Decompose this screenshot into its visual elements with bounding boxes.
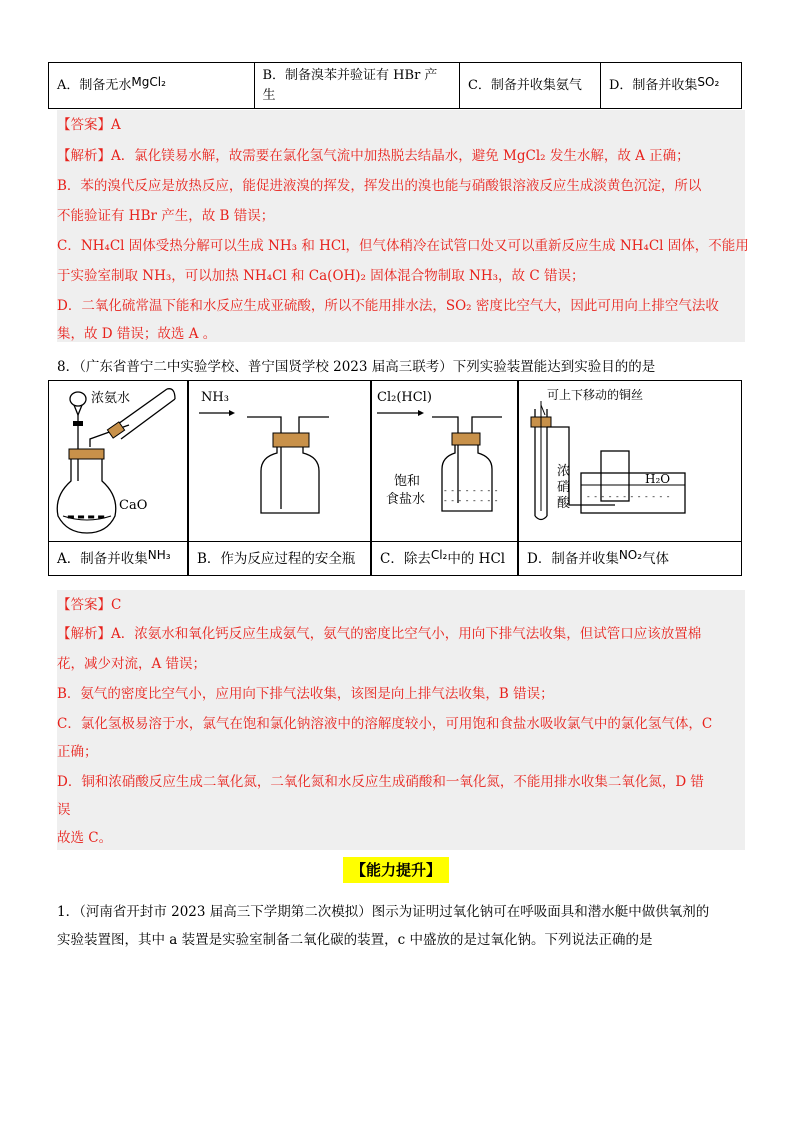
option-c-text: C．制备并收集氨气 [467, 77, 582, 93]
caption-c [371, 542, 518, 576]
option-b-cell [254, 63, 459, 109]
label-acid-3: 酸 [557, 496, 571, 511]
label-acid-1: 浓 [557, 464, 571, 479]
caption-d [518, 542, 742, 576]
caption-d-text: D．制备并收集 [527, 551, 619, 567]
option-a-chem: MgCl₂ [131, 75, 166, 89]
caption-a-text: A．制备并收集 [57, 551, 148, 567]
answer-block-2 [57, 590, 745, 850]
label-copper-wire: 可上下移动的铜丝 [547, 388, 644, 402]
apparatus-b-drawing [189, 381, 370, 541]
analysis-line: 误 [57, 802, 71, 818]
caption-c-chem: Cl₂ [430, 548, 448, 562]
label-saturated: 饱和 [394, 474, 421, 489]
apparatus-c-panel [371, 380, 518, 542]
label-cao: CaO [119, 498, 148, 513]
analysis-line: 花，减少对流，A 错误； [57, 656, 207, 672]
analysis-line: D．铜和浓硝酸反应生成二氧化氮，二氧化氮和水反应生成硝酸和一氧化氮，不能用排水收集二氧化氮，D 错 [57, 774, 704, 790]
caption-b-text: B．作为反应过程的安全瓶 [197, 551, 356, 567]
analysis-line: 故选 C。 [57, 830, 113, 846]
label-nh3: NH₃ [201, 390, 229, 405]
option-c-cell [459, 63, 600, 109]
apparatus-a-drawing [49, 381, 187, 541]
question-1-line2: 实验装置图，其中 a 装置是实验室制备二氧化碳的装置，c 中盛放的是过氧化钠。下列说法正确的是 [57, 932, 653, 948]
analysis-line: C．NH₄Cl 固体受热分解可以生成 NH₃ 和 HCl，但气体稍冷在试管口处又可以重新反应生成 NH₄Cl 固体，不能用 [57, 238, 749, 254]
caption-c-suffix: 中的 HCl [447, 551, 506, 567]
analysis-line: C．氯化氢极易溶于水，氯气在饱和氯化钠溶液中的溶解度较小，可用饱和食盐水吸收氯气中的氯化氢气体，C [57, 716, 713, 732]
svg-text:‑ ‑ ‑ ‑ ‑ ‑ ‑ ‑: ‑ ‑ ‑ ‑ ‑ ‑ ‑ ‑ [444, 496, 499, 505]
caption-c-text: C．除去 [380, 551, 431, 567]
section-banner: 【能力提升】 [343, 857, 449, 883]
label-brine: 食盐水 [386, 492, 426, 507]
caption-a [48, 542, 188, 576]
svg-text:‑ ‑ ‑ ‑ ‑ ‑ ‑ ‑: ‑ ‑ ‑ ‑ ‑ ‑ ‑ ‑ [444, 486, 499, 495]
caption-d-suffix: 气体 [642, 551, 670, 567]
apparatus-d-drawing [519, 381, 741, 541]
question-1-line1: 1．（河南省开封市 2023 届高三下学期第二次模拟）图示为证明过氧化钠可在呼吸面具和潜水艇中做供氧剂的 [57, 904, 710, 920]
answer-label-2: 【答案】C [57, 597, 122, 613]
label-acid-2: 硝 [557, 480, 571, 495]
analysis-line: D．二氧化硫常温下能和水反应生成亚硫酸，所以不能用排水法，SO₂ 密度比空气大，因此可用向上排空气法收 [57, 298, 719, 314]
option-d-text: D．制备并收集 [608, 78, 698, 93]
apparatus-b-panel [188, 380, 371, 542]
analysis-line: 【解析】A．浓氨水和氧化钙反应生成氨气，氨气的密度比空气小，用向下排气法收集，但试管口应该放置棉 [57, 626, 702, 642]
question-8-text: 8．（广东省普宁二中实验学校、普宁国贤学校 2023 届高三联考）下列实验装置能达到实验目的的是 [57, 359, 656, 375]
analysis-line: 于实验室制取 NH₃，可以加热 NH₄Cl 和 Ca(OH)₂ 固体混合物制取 NH₃，故 C 错误； [57, 268, 585, 284]
option-b-line1: B．制备溴苯并验证有 HBr 产 [262, 67, 438, 83]
label-water: H₂O [645, 472, 671, 486]
question-8-figure [48, 380, 742, 586]
option-a-text: A．制备无水 [57, 78, 132, 93]
caption-a-chem: NH₃ [147, 548, 171, 562]
svg-text:‑ ‑ ‑ ‑ ‑ ‑ ‑ ‑ ‑ ‑ ‑ ‑: ‑ ‑ ‑ ‑ ‑ ‑ ‑ ‑ ‑ ‑ ‑ ‑ [587, 492, 671, 501]
analysis-line: 正确； [57, 744, 98, 760]
option-d-chem: SO₂ [697, 75, 720, 89]
label-cl2-hcl: Cl₂(HCl) [377, 390, 432, 405]
apparatus-d-panel [518, 380, 742, 542]
analysis-line: 【解析】A．氯化镁易水解，故需要在氯化氢气流中加热脱去结晶水，避免 MgCl₂ 发生水解，故 A 正确； [57, 148, 690, 164]
apparatus-a-panel [48, 380, 188, 542]
answer-block-1 [57, 110, 749, 342]
answer-label-1: 【答案】A [57, 117, 121, 133]
caption-d-chem: NO₂ [618, 548, 643, 562]
analysis-line: 集，故 D 错误；故选 A 。 [57, 326, 217, 342]
analysis-line: 不能验证有 HBr 产生，故 B 错误； [57, 208, 275, 224]
option-a-cell [49, 63, 255, 109]
option-b-line2: 生 [262, 87, 276, 103]
caption-b [188, 542, 371, 576]
svg-text:▬ ▬ ▬ ▬: ▬ ▬ ▬ ▬ [67, 512, 105, 521]
option-d-cell [600, 63, 741, 109]
analysis-line: B．苯的溴代反应是放热反应，能促进液溴的挥发，挥发出的溴也能与硝酸银溶液反应生成淡黄色沉淀，所以 [57, 178, 702, 194]
options-table [48, 62, 742, 109]
analysis-line: B．氨气的密度比空气小，应用向下排气法收集，该图是向上排气法收集，B 错误； [57, 686, 554, 702]
apparatus-c-drawing [372, 381, 517, 541]
label-concentrated-ammonia: 浓氨水 [91, 391, 131, 406]
